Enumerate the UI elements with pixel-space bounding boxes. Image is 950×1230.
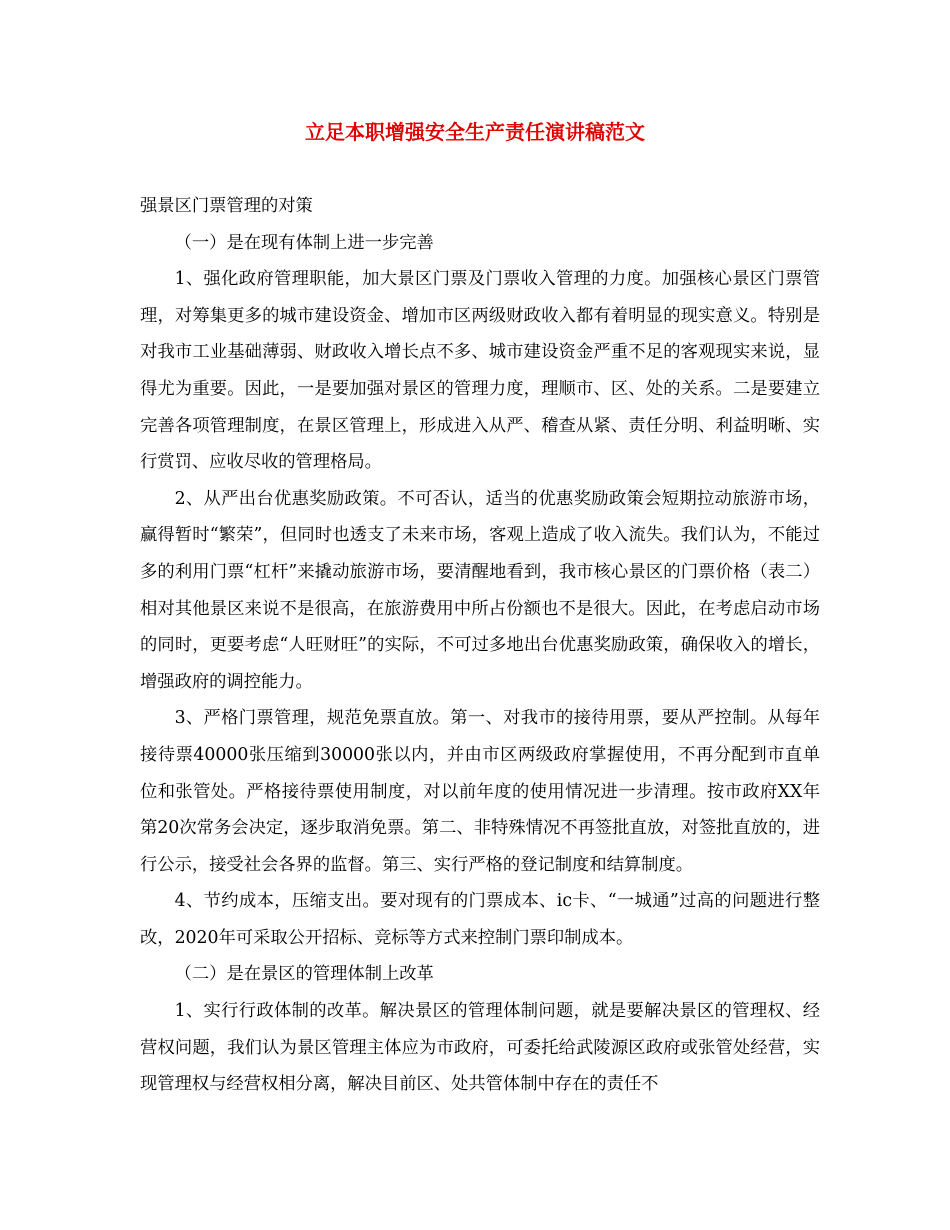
body-paragraph: 1、实行行政体制的改革。解决景区的管理体制问题，就是要解决景区的管理权、经营权问题，我们认为景区管理主体应为市政府，可委托给武陵源区政府或张管处经营，实现管理权与经营权相分离，解决目前区、处共管体制中存在的责任不: [140, 1001, 820, 1095]
body-paragraph: 4、节约成本，压缩支出。要对现有的门票成本、ic卡、“一城通”过高的问题进行整改，2020年可采取公开招标、竞标等方式来控制门票印制成本。: [140, 891, 820, 948]
document-title: 立足本职增强安全生产责任演讲稿范文: [305, 120, 645, 144]
body-paragraph: 1、强化政府管理职能，加大景区门票及门票收入管理的力度。加强核心景区门票管理，对筹集更多的城市建设资金、增加市区两级财政收入都有着明显的现实意义。特别是对我市工业基础薄弱、财政收入增长点不多、城市建设资金严重不足的客观现实来说，显得尤为重要。因此，一是要加强对景区的管理力度，理顺市、区、处的关系。二是要建立完善各项管理制度，在景区管理上，形成进入从严、稽查从紧、责任分明、利益明晰、实行赏罚、应收尽收的管理格局。: [140, 269, 820, 473]
document-body: [140, 188, 820, 1103]
body-paragraph: 2、从严出台优惠奖励政策。不可否认，适当的优惠奖励政策会短期拉动旅游市场，赢得暂时“繁荣”，但同时也透支了未来市场，客观上造成了收入流失。我们认为，不能过多的利用门票“杠杆”来撬动旅游市场，要清醒地看到，我市核心景区的门票价格（表二）相对其他景区来说不是很高，在旅游费用中所占份额也不是很大。因此，在考虑启动市场的同时，更要考虑“人旺财旺”的实际，不可过多地出台优惠奖励政策，确保收入的增长，增强政府的调控能力。: [140, 488, 820, 692]
subsection-heading: （二）是在景区的管理体制上改革: [174, 964, 434, 985]
body-paragraph: 3、严格门票管理，规范免票直放。第一、对我市的接待用票，要从严控制。从每年接待票40000张压缩到30000张以内，并由市区两级政府掌握使用，不再分配到市直单位和张管处。严格接待票使用制度，对以前年度的使用情况进一步清理。按市政府XX年第20次常务会决定，逐步取消免票。第二、非特殊情况不再签批直放，对签批直放的，进行公示，接受社会各界的监督。第三、实行严格的登记制度和结算制度。: [140, 708, 820, 875]
section-heading: 强景区门票管理的对策: [140, 196, 313, 216]
subsection-heading: （一）是在现有体制上进一步完善: [174, 232, 434, 253]
